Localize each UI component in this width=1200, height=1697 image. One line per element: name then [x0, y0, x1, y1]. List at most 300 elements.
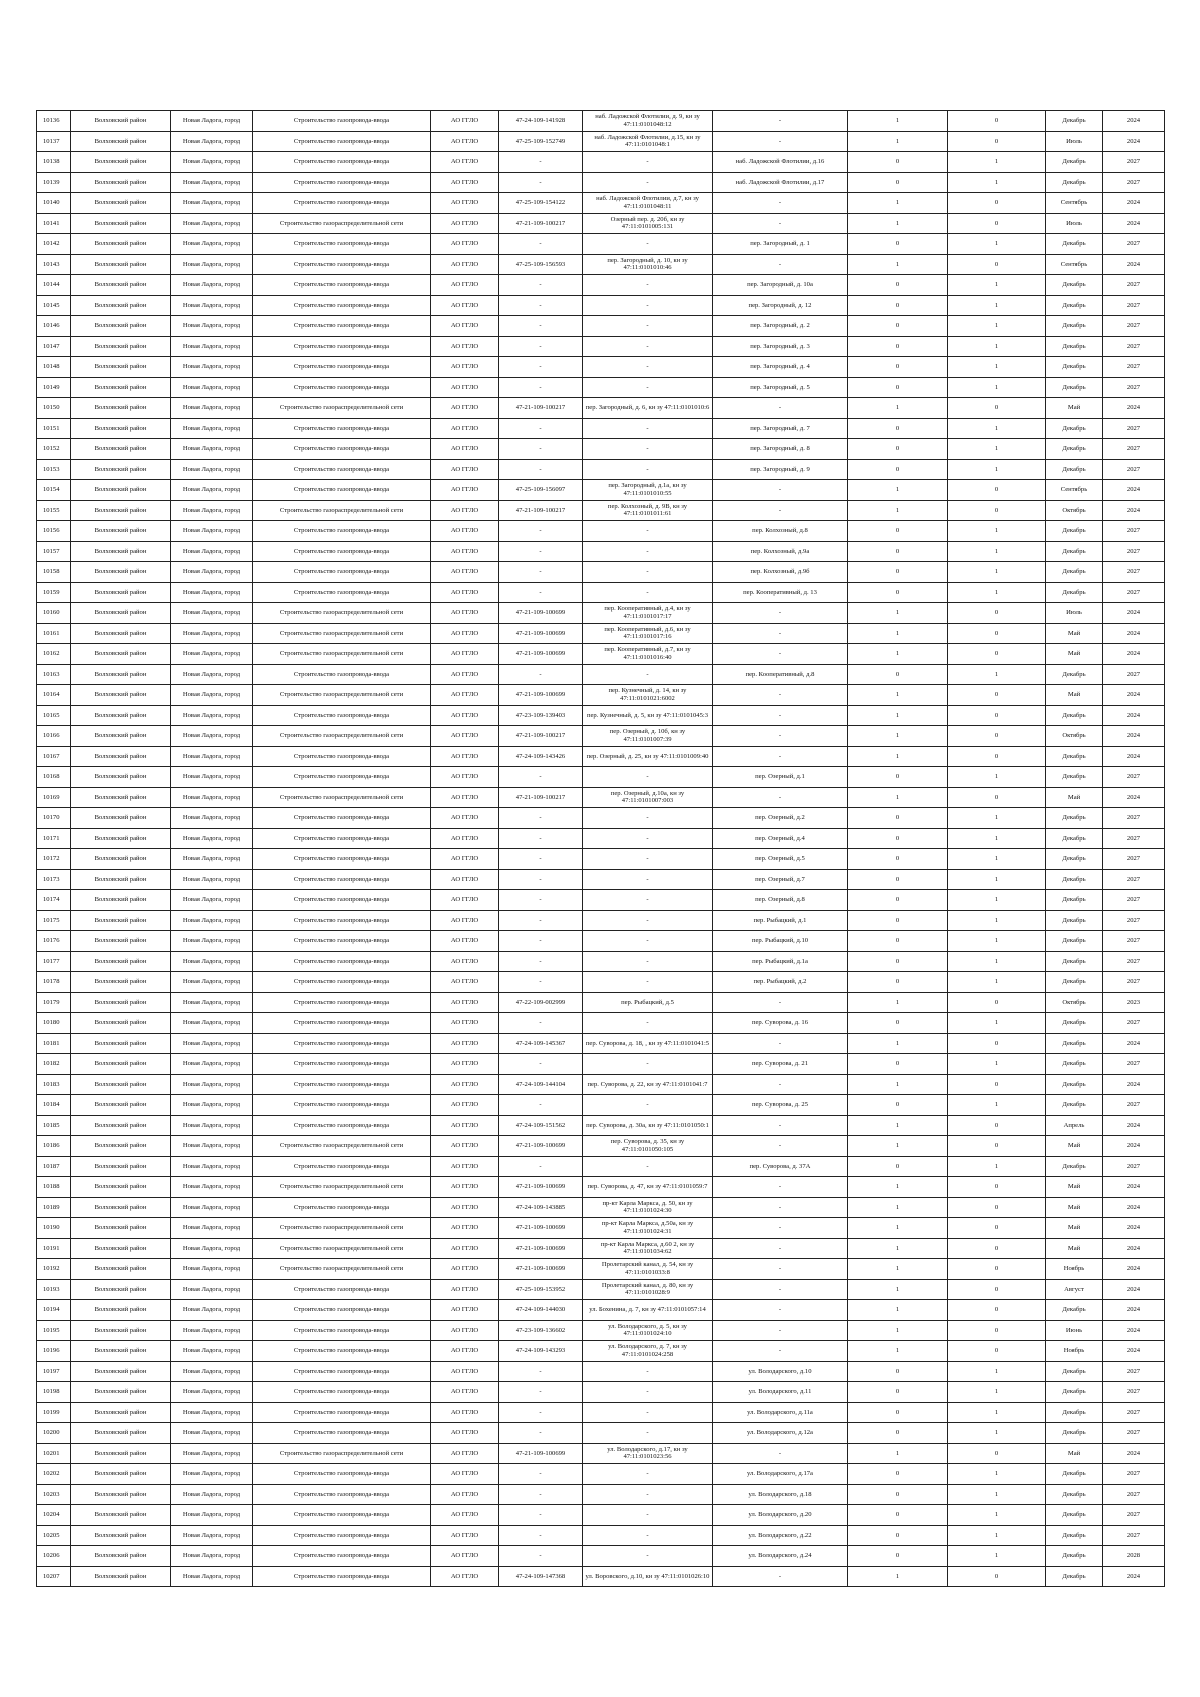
month-cell: Декабрь — [1046, 1464, 1103, 1485]
work-type-cell: Строительство газораспределительной сети — [253, 1218, 431, 1239]
year-cell: 2024 — [1103, 603, 1165, 624]
table-row — [37, 152, 1165, 173]
settlement-cell: Новая Ладога, город — [171, 1095, 253, 1116]
year-cell: 2028 — [1103, 1546, 1165, 1567]
application-number-cell: - — [499, 377, 583, 398]
cadastral-address-cell: пер. Озерный, д.10а, кн зу 47:11:0101007:003 — [583, 787, 713, 808]
row-number: 10187 — [37, 1156, 71, 1177]
work-type-cell: Строительство газораспределительной сети — [253, 1259, 431, 1280]
flag-done-cell: 0 — [848, 890, 948, 911]
cadastral-address-cell: - — [583, 357, 713, 378]
flag-planned-cell: 1 — [948, 767, 1046, 788]
flag-done-cell: 1 — [848, 1341, 948, 1362]
table-row — [37, 1464, 1165, 1485]
settlement-cell: Новая Ладога, город — [171, 644, 253, 665]
work-type-cell: Строительство газопровода-ввода — [253, 336, 431, 357]
row-number: 10169 — [37, 787, 71, 808]
cadastral-address-cell: - — [583, 521, 713, 542]
flag-done-cell: 0 — [848, 767, 948, 788]
row-number: 10195 — [37, 1320, 71, 1341]
row-number: 10186 — [37, 1136, 71, 1157]
application-number-cell: - — [499, 1095, 583, 1116]
work-type-cell: Строительство газораспределительной сети — [253, 644, 431, 665]
work-type-cell: Строительство газопровода-ввода — [253, 254, 431, 275]
month-cell: Сентябрь — [1046, 193, 1103, 214]
flag-done-cell: 1 — [848, 254, 948, 275]
flag-done-cell: 1 — [848, 131, 948, 152]
year-cell: 2027 — [1103, 910, 1165, 931]
district-cell: Волховский район — [71, 480, 171, 501]
district-cell: Волховский район — [71, 275, 171, 296]
planned-address-cell: пер. Загородный, д. 3 — [713, 336, 848, 357]
settlement-cell: Новая Ладога, город — [171, 787, 253, 808]
flag-planned-cell: 0 — [948, 1033, 1046, 1054]
planned-address-cell: - — [713, 1279, 848, 1300]
organization-cell: АО ГГЛО — [431, 1361, 499, 1382]
year-cell: 2027 — [1103, 1464, 1165, 1485]
row-number: 10205 — [37, 1525, 71, 1546]
district-cell: Волховский район — [71, 1361, 171, 1382]
table-row — [37, 172, 1165, 193]
row-number: 10140 — [37, 193, 71, 214]
row-number: 10173 — [37, 869, 71, 890]
year-cell: 2024 — [1103, 1136, 1165, 1157]
settlement-cell: Новая Ладога, город — [171, 1197, 253, 1218]
organization-cell: АО ГГЛО — [431, 623, 499, 644]
flag-done-cell: 0 — [848, 1013, 948, 1034]
flag-done-cell: 0 — [848, 1505, 948, 1526]
row-number: 10182 — [37, 1054, 71, 1075]
month-cell: Декабрь — [1046, 439, 1103, 460]
work-type-cell: Строительство газопровода-ввода — [253, 111, 431, 132]
flag-planned-cell: 0 — [948, 705, 1046, 726]
application-number-cell: - — [499, 418, 583, 439]
district-cell: Волховский район — [71, 1013, 171, 1034]
table-row — [37, 234, 1165, 255]
flag-done-cell: 1 — [848, 787, 948, 808]
application-number-cell: - — [499, 521, 583, 542]
cadastral-address-cell: - — [583, 377, 713, 398]
flag-done-cell: 1 — [848, 1320, 948, 1341]
year-cell: 2027 — [1103, 459, 1165, 480]
settlement-cell: Новая Ладога, город — [171, 1443, 253, 1464]
flag-planned-cell: 0 — [948, 1136, 1046, 1157]
cadastral-address-cell: - — [583, 828, 713, 849]
application-number-cell: - — [499, 972, 583, 993]
row-number: 10136 — [37, 111, 71, 132]
district-cell: Волховский район — [71, 1238, 171, 1259]
settlement-cell: Новая Ладога, город — [171, 418, 253, 439]
year-cell: 2024 — [1103, 1238, 1165, 1259]
row-number: 10206 — [37, 1546, 71, 1567]
month-cell: Декабрь — [1046, 1156, 1103, 1177]
settlement-cell: Новая Ладога, город — [171, 1484, 253, 1505]
application-number-cell: - — [499, 152, 583, 173]
flag-done-cell: 0 — [848, 1464, 948, 1485]
year-cell: 2027 — [1103, 172, 1165, 193]
organization-cell: АО ГГЛО — [431, 1341, 499, 1362]
year-cell: 2027 — [1103, 275, 1165, 296]
flag-planned-cell: 1 — [948, 336, 1046, 357]
settlement-cell: Новая Ладога, город — [171, 603, 253, 624]
flag-done-cell: 0 — [848, 316, 948, 337]
row-number: 10137 — [37, 131, 71, 152]
application-number-cell: - — [499, 828, 583, 849]
organization-cell: АО ГГЛО — [431, 849, 499, 870]
settlement-cell: Новая Ладога, город — [171, 1115, 253, 1136]
flag-planned-cell: 1 — [948, 541, 1046, 562]
flag-planned-cell: 0 — [948, 746, 1046, 767]
work-type-cell: Строительство газопровода-ввода — [253, 1074, 431, 1095]
month-cell: Декабрь — [1046, 1054, 1103, 1075]
year-cell: 2024 — [1103, 1177, 1165, 1198]
district-cell: Волховский район — [71, 849, 171, 870]
flag-done-cell: 1 — [848, 746, 948, 767]
application-number-cell: 47-21-109-100217 — [499, 398, 583, 419]
settlement-cell: Новая Ладога, город — [171, 193, 253, 214]
month-cell: Сентябрь — [1046, 254, 1103, 275]
organization-cell: АО ГГЛО — [431, 1095, 499, 1116]
work-type-cell: Строительство газопровода-ввода — [253, 582, 431, 603]
row-number: 10151 — [37, 418, 71, 439]
flag-done-cell: 1 — [848, 1566, 948, 1587]
district-cell: Волховский район — [71, 1566, 171, 1587]
planned-address-cell: - — [713, 480, 848, 501]
table-row — [37, 1013, 1165, 1034]
year-cell: 2024 — [1103, 111, 1165, 132]
work-type-cell: Строительство газопровода-ввода — [253, 541, 431, 562]
flag-planned-cell: 1 — [948, 849, 1046, 870]
flag-planned-cell: 1 — [948, 582, 1046, 603]
year-cell: 2024 — [1103, 746, 1165, 767]
work-type-cell: Строительство газопровода-ввода — [253, 193, 431, 214]
month-cell: Декабрь — [1046, 1546, 1103, 1567]
table-row — [37, 1566, 1165, 1587]
flag-planned-cell: 1 — [948, 1525, 1046, 1546]
cadastral-address-cell: - — [583, 869, 713, 890]
application-number-cell: - — [499, 316, 583, 337]
planned-address-cell: пер. Загородный, д. 2 — [713, 316, 848, 337]
organization-cell: АО ГГЛО — [431, 521, 499, 542]
flag-done-cell: 1 — [848, 193, 948, 214]
table-row — [37, 213, 1165, 234]
year-cell: 2027 — [1103, 1525, 1165, 1546]
row-number: 10149 — [37, 377, 71, 398]
organization-cell: АО ГГЛО — [431, 1505, 499, 1526]
work-type-cell: Строительство газопровода-ввода — [253, 1423, 431, 1444]
flag-planned-cell: 0 — [948, 111, 1046, 132]
flag-done-cell: 0 — [848, 172, 948, 193]
cadastral-address-cell: - — [583, 972, 713, 993]
row-number: 10167 — [37, 746, 71, 767]
flag-done-cell: 0 — [848, 459, 948, 480]
work-type-cell: Строительство газопровода-ввода — [253, 1033, 431, 1054]
organization-cell: АО ГГЛО — [431, 1300, 499, 1321]
organization-cell: АО ГГЛО — [431, 500, 499, 521]
flag-planned-cell: 1 — [948, 1361, 1046, 1382]
application-number-cell: 47-25-109-153952 — [499, 1279, 583, 1300]
flag-planned-cell: 0 — [948, 500, 1046, 521]
planned-address-cell: пер. Озерный, д.2 — [713, 808, 848, 829]
year-cell: 2027 — [1103, 828, 1165, 849]
planned-address-cell: - — [713, 1074, 848, 1095]
application-number-cell: 47-24-109-143426 — [499, 746, 583, 767]
cadastral-address-cell: - — [583, 295, 713, 316]
application-number-cell: 47-21-109-100699 — [499, 1259, 583, 1280]
table-row — [37, 849, 1165, 870]
year-cell: 2027 — [1103, 1505, 1165, 1526]
document-page — [36, 110, 1164, 1587]
settlement-cell: Новая Ладога, город — [171, 1525, 253, 1546]
work-type-cell: Строительство газораспределительной сети — [253, 398, 431, 419]
settlement-cell: Новая Ладога, город — [171, 951, 253, 972]
month-cell: Декабрь — [1046, 1525, 1103, 1546]
flag-done-cell: 0 — [848, 1423, 948, 1444]
flag-planned-cell: 0 — [948, 480, 1046, 501]
settlement-cell: Новая Ладога, город — [171, 1136, 253, 1157]
planned-address-cell: пер. Колхозный, д.9б — [713, 562, 848, 583]
settlement-cell: Новая Ладога, город — [171, 972, 253, 993]
district-cell: Волховский район — [71, 1464, 171, 1485]
table-row — [37, 398, 1165, 419]
application-number-cell: 47-21-109-100699 — [499, 603, 583, 624]
month-cell: Июль — [1046, 131, 1103, 152]
flag-done-cell: 0 — [848, 828, 948, 849]
organization-cell: АО ГГЛО — [431, 541, 499, 562]
district-cell: Волховский район — [71, 1525, 171, 1546]
table-row — [37, 1074, 1165, 1095]
flag-done-cell: 0 — [848, 951, 948, 972]
settlement-cell: Новая Ладога, город — [171, 500, 253, 521]
settlement-cell: Новая Ладога, город — [171, 357, 253, 378]
table-row — [37, 254, 1165, 275]
table-row — [37, 1238, 1165, 1259]
planned-address-cell: пер. Озерный, д.1 — [713, 767, 848, 788]
organization-cell: АО ГГЛО — [431, 1218, 499, 1239]
district-cell: Волховский район — [71, 254, 171, 275]
cadastral-address-cell: - — [583, 1361, 713, 1382]
cadastral-address-cell: - — [583, 808, 713, 829]
planned-address-cell: ул. Володарского, д.18 — [713, 1484, 848, 1505]
row-number: 10138 — [37, 152, 71, 173]
table-row — [37, 808, 1165, 829]
flag-planned-cell: 0 — [948, 193, 1046, 214]
application-number-cell: 47-24-109-141928 — [499, 111, 583, 132]
flag-done-cell: 0 — [848, 1402, 948, 1423]
cadastral-address-cell: - — [583, 931, 713, 952]
flag-done-cell: 0 — [848, 418, 948, 439]
row-number: 10185 — [37, 1115, 71, 1136]
organization-cell: АО ГГЛО — [431, 1464, 499, 1485]
row-number: 10188 — [37, 1177, 71, 1198]
month-cell: Декабрь — [1046, 541, 1103, 562]
organization-cell: АО ГГЛО — [431, 828, 499, 849]
row-number: 10201 — [37, 1443, 71, 1464]
district-cell: Волховский район — [71, 726, 171, 747]
flag-done-cell: 0 — [848, 439, 948, 460]
month-cell: Декабрь — [1046, 418, 1103, 439]
year-cell: 2027 — [1103, 767, 1165, 788]
application-number-cell: - — [499, 767, 583, 788]
flag-done-cell: 0 — [848, 910, 948, 931]
cadastral-address-cell: пер. Загородный, д. 10, кн зу 47:11:0101010:46 — [583, 254, 713, 275]
application-number-cell: 47-21-109-100699 — [499, 1218, 583, 1239]
flag-done-cell: 0 — [848, 295, 948, 316]
month-cell: Декабрь — [1046, 1382, 1103, 1403]
flag-planned-cell: 1 — [948, 418, 1046, 439]
month-cell: Декабрь — [1046, 767, 1103, 788]
work-type-cell: Строительство газопровода-ввода — [253, 1197, 431, 1218]
flag-done-cell: 0 — [848, 931, 948, 952]
flag-planned-cell: 0 — [948, 1279, 1046, 1300]
organization-cell: АО ГГЛО — [431, 459, 499, 480]
organization-cell: АО ГГЛО — [431, 254, 499, 275]
year-cell: 2027 — [1103, 951, 1165, 972]
flag-planned-cell: 0 — [948, 992, 1046, 1013]
month-cell: Декабрь — [1046, 459, 1103, 480]
district-cell: Волховский район — [71, 787, 171, 808]
organization-cell: АО ГГЛО — [431, 357, 499, 378]
year-cell: 2027 — [1103, 1054, 1165, 1075]
work-type-cell: Строительство газопровода-ввода — [253, 357, 431, 378]
settlement-cell: Новая Ладога, город — [171, 1218, 253, 1239]
table-row — [37, 869, 1165, 890]
planned-address-cell: пер. Озерный, д.5 — [713, 849, 848, 870]
month-cell: Май — [1046, 1197, 1103, 1218]
table-row — [37, 1525, 1165, 1546]
month-cell: Декабрь — [1046, 234, 1103, 255]
district-cell: Волховский район — [71, 910, 171, 931]
planned-address-cell: ул. Володарского, д.24 — [713, 1546, 848, 1567]
work-type-cell: Строительство газопровода-ввода — [253, 1546, 431, 1567]
work-type-cell: Строительство газопровода-ввода — [253, 767, 431, 788]
cadastral-address-cell: - — [583, 1402, 713, 1423]
work-type-cell: Строительство газопровода-ввода — [253, 808, 431, 829]
planned-address-cell: - — [713, 111, 848, 132]
month-cell: Декабрь — [1046, 1013, 1103, 1034]
table-row — [37, 828, 1165, 849]
cadastral-address-cell: - — [583, 890, 713, 911]
row-number: 10168 — [37, 767, 71, 788]
organization-cell: АО ГГЛО — [431, 111, 499, 132]
year-cell: 2027 — [1103, 664, 1165, 685]
organization-cell: АО ГГЛО — [431, 1054, 499, 1075]
settlement-cell: Новая Ладога, город — [171, 1546, 253, 1567]
work-type-cell: Строительство газопровода-ввода — [253, 1320, 431, 1341]
application-number-cell: 47-25-109-152749 — [499, 131, 583, 152]
year-cell: 2027 — [1103, 890, 1165, 911]
organization-cell: АО ГГЛО — [431, 377, 499, 398]
flag-planned-cell: 1 — [948, 1423, 1046, 1444]
flag-done-cell: 1 — [848, 644, 948, 665]
month-cell: Май — [1046, 1177, 1103, 1198]
planned-address-cell: - — [713, 1300, 848, 1321]
settlement-cell: Новая Ладога, город — [171, 1156, 253, 1177]
cadastral-address-cell: пер. Загородный, д. 6, кн зу 47:11:0101010:6 — [583, 398, 713, 419]
flag-done-cell: 0 — [848, 664, 948, 685]
month-cell: Декабрь — [1046, 357, 1103, 378]
cadastral-address-cell: пер. Суворова, д. 18, , кн зу 47:11:0101041:5 — [583, 1033, 713, 1054]
application-number-cell: 47-21-109-100699 — [499, 644, 583, 665]
flag-planned-cell: 0 — [948, 787, 1046, 808]
flag-done-cell: 1 — [848, 1279, 948, 1300]
application-number-cell: - — [499, 1382, 583, 1403]
row-number: 10153 — [37, 459, 71, 480]
application-number-cell: 47-21-109-100699 — [499, 1177, 583, 1198]
application-number-cell: 47-21-109-100699 — [499, 1238, 583, 1259]
flag-planned-cell: 0 — [948, 1300, 1046, 1321]
settlement-cell: Новая Ладога, город — [171, 213, 253, 234]
district-cell: Волховский район — [71, 1423, 171, 1444]
district-cell: Волховский район — [71, 398, 171, 419]
flag-planned-cell: 1 — [948, 1095, 1046, 1116]
planned-address-cell: наб. Ладожской Флотилии, д.16 — [713, 152, 848, 173]
organization-cell: АО ГГЛО — [431, 726, 499, 747]
settlement-cell: Новая Ладога, город — [171, 582, 253, 603]
cadastral-address-cell: Пролетарский канал, д. 54, кн зу 47:11:0101033:8 — [583, 1259, 713, 1280]
flag-planned-cell: 0 — [948, 1259, 1046, 1280]
cadastral-address-cell: - — [583, 459, 713, 480]
table-row — [37, 377, 1165, 398]
year-cell: 2024 — [1103, 1259, 1165, 1280]
flag-done-cell: 1 — [848, 623, 948, 644]
month-cell: Май — [1046, 685, 1103, 706]
year-cell: 2024 — [1103, 623, 1165, 644]
planned-address-cell: пер. Озерный, д.8 — [713, 890, 848, 911]
table-row — [37, 439, 1165, 460]
application-number-cell: - — [499, 1361, 583, 1382]
planned-address-cell: пер. Загородный, д. 5 — [713, 377, 848, 398]
row-number: 10145 — [37, 295, 71, 316]
month-cell: Декабрь — [1046, 1033, 1103, 1054]
application-number-cell: - — [499, 459, 583, 480]
row-number: 10164 — [37, 685, 71, 706]
table-row — [37, 1197, 1165, 1218]
table-body — [37, 111, 1165, 1587]
year-cell: 2027 — [1103, 152, 1165, 173]
cadastral-address-cell: - — [583, 1505, 713, 1526]
settlement-cell: Новая Ладога, город — [171, 685, 253, 706]
table-row — [37, 951, 1165, 972]
table-row — [37, 1279, 1165, 1300]
month-cell: Декабрь — [1046, 152, 1103, 173]
year-cell: 2024 — [1103, 1341, 1165, 1362]
cadastral-address-cell: Озерный пер. д. 20б, кн зу 47:11:0101005:131 — [583, 213, 713, 234]
table-row — [37, 1156, 1165, 1177]
cadastral-address-cell: - — [583, 1525, 713, 1546]
table-row — [37, 1361, 1165, 1382]
year-cell: 2024 — [1103, 1074, 1165, 1095]
month-cell: Апрель — [1046, 1115, 1103, 1136]
organization-cell: АО ГГЛО — [431, 1238, 499, 1259]
year-cell: 2024 — [1103, 1197, 1165, 1218]
work-type-cell: Строительство газопровода-ввода — [253, 951, 431, 972]
flag-done-cell: 1 — [848, 685, 948, 706]
district-cell: Волховский район — [71, 1505, 171, 1526]
row-number: 10154 — [37, 480, 71, 501]
application-number-cell: 47-25-109-154122 — [499, 193, 583, 214]
planned-address-cell: пер. Кооперативный, д. 13 — [713, 582, 848, 603]
settlement-cell: Новая Ладога, город — [171, 1464, 253, 1485]
flag-planned-cell: 1 — [948, 1546, 1046, 1567]
cadastral-address-cell: ул. Бохенина, д. 7, кн зу 47:11:0101057:14 — [583, 1300, 713, 1321]
table-row — [37, 295, 1165, 316]
year-cell: 2024 — [1103, 398, 1165, 419]
planned-address-cell: ул. Володарского, д.12а — [713, 1423, 848, 1444]
month-cell: Ноябрь — [1046, 1341, 1103, 1362]
settlement-cell: Новая Ладога, город — [171, 726, 253, 747]
table-row — [37, 767, 1165, 788]
